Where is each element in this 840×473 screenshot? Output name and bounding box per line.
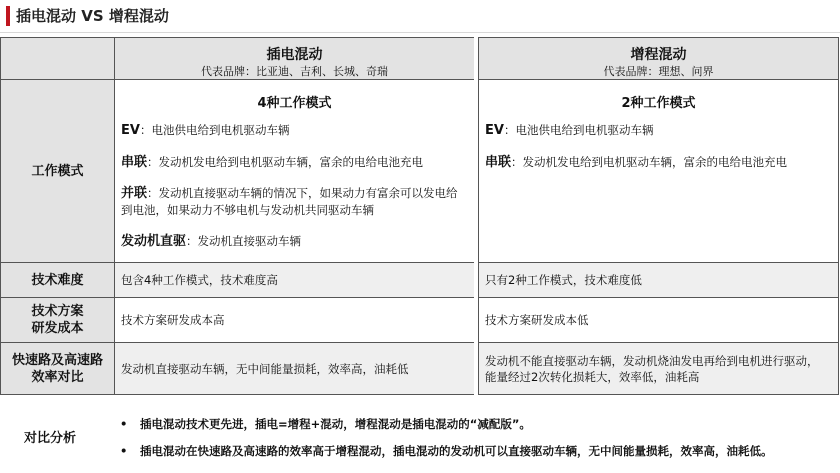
phev-brands: 代表品牌：比亚迪、吉利、长城、奇瑞 <box>201 65 388 78</box>
row-label-cost <box>0 297 114 342</box>
erev-work-mode <box>478 79 839 262</box>
phev-mode-heading: 4种工作模式 <box>257 96 332 111</box>
phev-efficiency: 发动机直接驱动车辆，无中间能量损耗，效率高，油耗低 <box>114 342 474 395</box>
erev-cost: 技术方案研发成本低 <box>478 297 839 342</box>
erev-efficiency-line1: 发动机不能直接驱动车辆，发动机烧油发电再给到电机进行驱动， <box>485 354 819 368</box>
erev-mode-ev: EV：电池供电给到电机驱动车辆 <box>485 123 654 138</box>
erev-difficulty: 只有2种工作模式，技术难度低 <box>478 262 839 297</box>
erev-mode-series: 串联：发动机发电给到电机驱动车辆，富余的电给电池充电 <box>485 155 788 170</box>
phev-mode-direct: 发动机直驱：发动机直接驱动车辆 <box>121 234 302 249</box>
erev-brands: 代表品牌：理想、问界 <box>603 65 714 78</box>
phev-difficulty: 包含4种工作模式，技术难度高 <box>114 262 474 297</box>
phev-cost: 技术方案研发成本高 <box>114 297 474 342</box>
erev-efficiency-line2: 能量经过2次转化损耗大，效率低，油耗高 <box>485 370 700 384</box>
comparison-table <box>0 37 840 395</box>
bullet-dot: • <box>120 417 128 431</box>
title-accent-bar <box>6 6 10 26</box>
analysis-bullet-1: • 插电混动技术更先进，插电=增程+混动，增程混动是插电混动的“减配版”。 <box>120 417 531 431</box>
efficiency-label-line1: 快速路及高速路 <box>11 352 103 368</box>
phev-mode-parallel: 并联：发动机直接驱动车辆的情况下，如果动力有富余可以发电给到电池，如果动力不够电机与发动机共同驱动车辆 <box>121 186 458 217</box>
row-label-efficiency <box>0 342 114 395</box>
phev-mode-series: 串联：发动机发电给到电机驱动车辆，富余的电给电池充电 <box>121 155 424 170</box>
header-erev <box>478 37 839 79</box>
row-label-work-mode: 工作模式 <box>0 79 114 262</box>
analysis-label: 对比分析 <box>24 431 77 446</box>
erev-efficiency <box>478 342 839 395</box>
phev-work-mode <box>114 79 474 262</box>
phev-mode-ev: EV：电池供电给到电机驱动车辆 <box>121 123 290 138</box>
bullet-dot: • <box>120 444 128 458</box>
header-phev <box>114 37 474 79</box>
title-bar <box>0 0 840 33</box>
efficiency-label-line2: 效率对比 <box>31 369 84 385</box>
corner-cell <box>0 37 114 79</box>
row-label-difficulty: 技术难度 <box>0 262 114 297</box>
analysis-bullet-2: • 插电混动在快速路及高速路的效率高于增程混动，插电混动的发动机可以直接驱动车辆，无中间能量损耗，效率高，油耗低。 <box>120 444 773 458</box>
erev-name: 增程混动 <box>630 47 687 63</box>
cost-label-line1: 技术方案 <box>31 304 84 319</box>
phev-name: 插电混动 <box>266 47 323 63</box>
erev-mode-heading: 2种工作模式 <box>621 96 696 111</box>
cost-label-line2: 研发成本 <box>31 321 84 336</box>
page-title: 插电混动 VS 增程混动 <box>16 7 169 25</box>
